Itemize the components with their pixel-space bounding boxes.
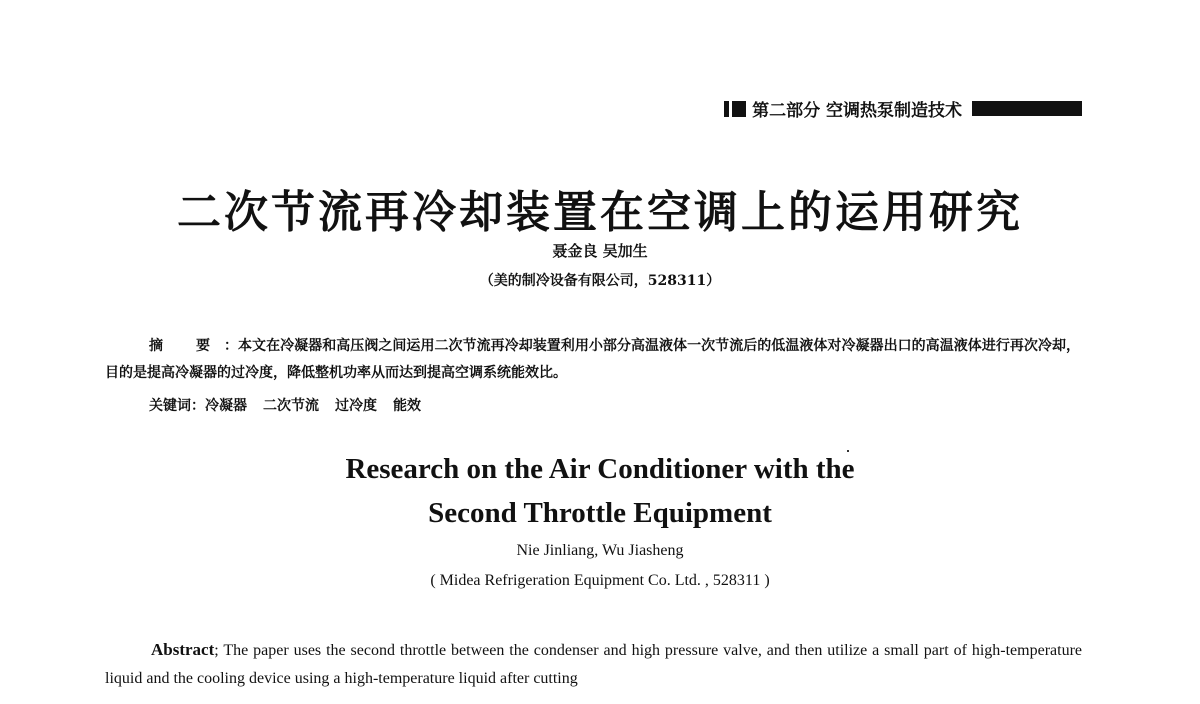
running-header-text: 第二部分 空调热泵制造技术 bbox=[752, 101, 962, 121]
scan-speck bbox=[847, 450, 849, 452]
running-header bbox=[724, 96, 1082, 121]
chinese-abstract-text: ：本文在冷凝器和高压阀之间运用二次节流再冷却装置利用小部分高温液体一次节流后的低温液体对冷凝器出口的高温液体进行再次冷却，目的是提高冷凝器的过冷度，降低整机功率从而达到提高空调系统能效比。 bbox=[105, 338, 1081, 381]
english-abstract-label: Abstract bbox=[151, 640, 215, 659]
english-abstract-text: ; The paper uses the second throttle between the condenser and high pressure valve, and then utilize a small part of high-temperature liquid and the cooling device using a high-temperature liquid after cutting bbox=[105, 642, 1082, 687]
chinese-keywords bbox=[149, 395, 437, 415]
keyword-item: 过冷度 bbox=[335, 398, 377, 414]
chinese-authors: 聂金良 吴加生 bbox=[552, 242, 648, 260]
keyword-item: 二次节流 bbox=[263, 398, 319, 414]
english-title-line-1: Research on the Air Conditioner with the bbox=[345, 453, 855, 485]
header-right-bar bbox=[972, 101, 1082, 116]
chinese-keywords-label: 关键词： bbox=[149, 398, 205, 414]
keyword-item: 能效 bbox=[393, 398, 421, 414]
header-left-bar bbox=[724, 101, 746, 117]
english-affiliation: ( Midea Refrigeration Equipment Co. Ltd. , 528311 ) bbox=[430, 572, 770, 589]
english-abstract bbox=[105, 636, 1082, 693]
chinese-abstract-label: 摘 要 bbox=[149, 338, 224, 354]
english-title-line-2: Second Throttle Equipment bbox=[428, 497, 772, 529]
chinese-abstract bbox=[105, 333, 1080, 387]
english-authors: Nie Jinliang, Wu Jiasheng bbox=[516, 542, 684, 559]
chinese-affiliation: （美的制冷设备有限公司，528311） bbox=[479, 273, 721, 289]
chinese-title: 二次节流再冷却装置在空调上的运用研究 bbox=[177, 187, 1023, 238]
keyword-item: 冷凝器 bbox=[205, 398, 247, 414]
